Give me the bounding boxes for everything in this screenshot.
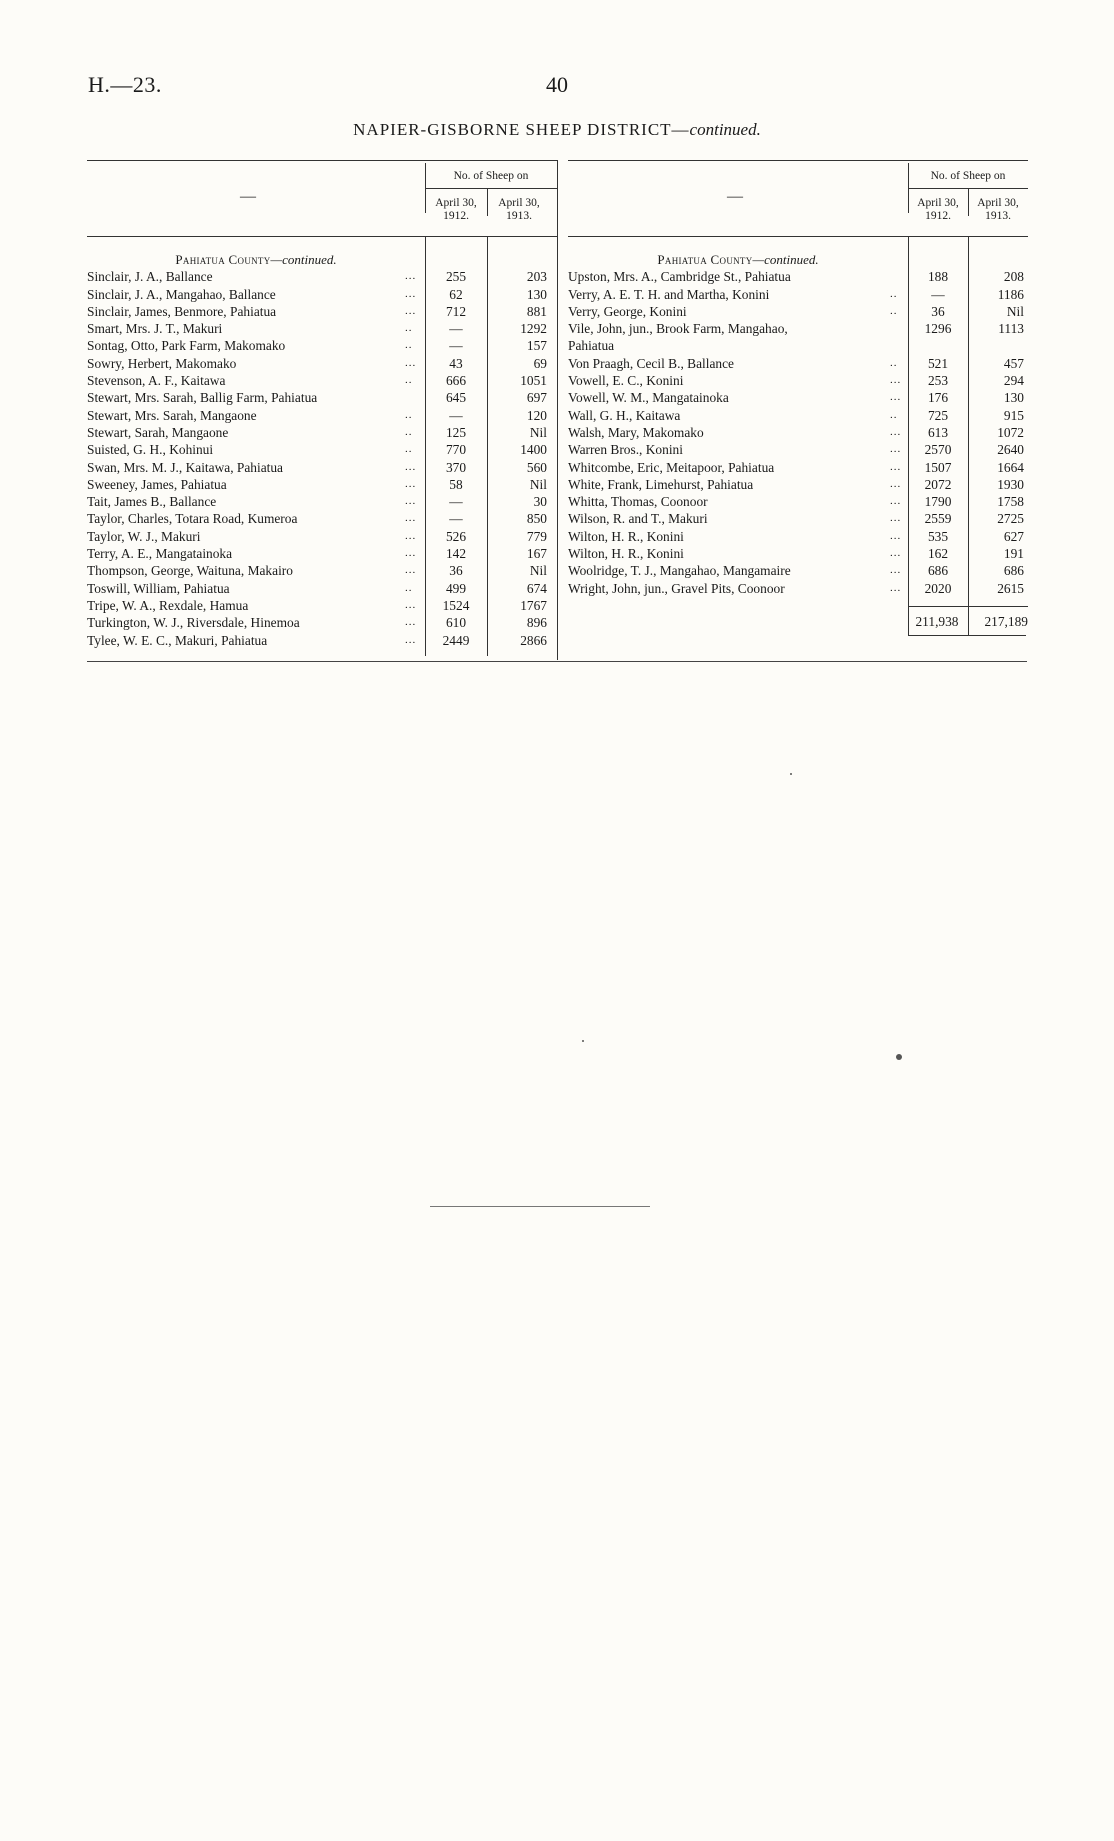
holder-name: Whitta, Thomas, Coonoor <box>568 494 708 510</box>
leader-dots: ... <box>890 425 902 438</box>
table-row <box>87 510 557 527</box>
header-group: No. of Sheep on <box>930 170 1006 182</box>
holder-name: Suisted, G. H., Kohinui <box>87 442 214 458</box>
county-heading: Pahiatua County—continued. <box>175 252 337 267</box>
sheep-1913: 1767 <box>520 597 547 613</box>
header-bottom-rule <box>568 236 1028 237</box>
table-row <box>568 268 1028 285</box>
holder-name: Wright, John, jun., Gravel Pits, Coonoor <box>568 580 785 596</box>
holder-name: Pahiatua <box>568 338 615 354</box>
sheep-1913: 2866 <box>520 632 547 648</box>
table-row <box>87 493 557 510</box>
leader-dots: ... <box>890 581 902 594</box>
column-dash: — <box>240 188 256 205</box>
leader-dots: ... <box>890 495 902 508</box>
holder-name: Tylee, W. E. C., Makuri, Pahiatua <box>87 632 268 648</box>
holder-name: Sweeney, James, Pahiatua <box>87 476 227 492</box>
right-table <box>568 160 1028 660</box>
leader-dots: ... <box>890 529 902 542</box>
sheep-1913: 686 <box>1003 563 1024 579</box>
table-row <box>87 528 557 545</box>
sheep-1912: 725 <box>927 407 949 423</box>
sheep-1912: 43 <box>449 355 463 371</box>
table-row <box>87 286 557 303</box>
sheep-1913: 69 <box>533 355 547 371</box>
table-row <box>568 337 1028 354</box>
sheep-1913: 881 <box>526 303 547 319</box>
report-code: H.—23. <box>88 72 162 97</box>
leader-dots: ... <box>890 512 902 525</box>
sheep-1913: 30 <box>533 494 547 510</box>
table-row <box>568 459 1028 476</box>
holder-name: Turkington, W. J., Riversdale, Hinemoa <box>87 615 300 631</box>
holder-name: Terry, A. E., Mangatainoka <box>87 546 233 562</box>
leader-dots: ... <box>405 512 417 525</box>
leader-dots: .. <box>890 304 898 317</box>
holder-name: Woolridge, T. J., Mangahao, Mangamaire <box>568 563 791 579</box>
leader-dots: ... <box>890 547 902 560</box>
totals-spacer <box>568 597 1028 613</box>
holder-name: Sinclair, James, Benmore, Pahiatua <box>87 303 277 319</box>
sheep-1912: — <box>449 321 463 337</box>
totals-row <box>568 613 1028 630</box>
table-row <box>568 562 1028 579</box>
holder-name: Von Praagh, Cecil B., Ballance <box>568 355 734 371</box>
header-1913: April 30, 1913. <box>977 197 1019 222</box>
sheep-1913: 130 <box>1003 390 1024 406</box>
sheep-1913: 1400 <box>520 442 547 458</box>
holder-name: Tripe, W. A., Rexdale, Hamua <box>87 597 249 613</box>
table-row <box>568 320 1028 337</box>
sheep-1913: 1072 <box>997 424 1024 440</box>
sheep-1912: 62 <box>449 286 463 302</box>
table-row <box>87 320 557 337</box>
holder-name: Vowell, W. M., Mangatainoka <box>568 390 729 406</box>
holder-name: Toswill, William, Pahiatua <box>87 580 230 596</box>
leader-dots: ... <box>890 564 902 577</box>
sheep-1912: 2020 <box>924 580 952 596</box>
sheep-1913: 167 <box>526 546 547 562</box>
sheep-1913: 1664 <box>997 459 1024 475</box>
table-row <box>568 407 1028 424</box>
total-1913: 217,189 <box>984 613 1028 629</box>
sheep-1912: 535 <box>927 528 949 544</box>
sheep-1912: 125 <box>445 424 467 440</box>
table-row <box>568 286 1028 303</box>
holder-name: Whitcombe, Eric, Meitapoor, Pahiatua <box>568 459 775 475</box>
header-1913: April 30, 1913. <box>498 197 540 222</box>
holder-name: Thompson, George, Waituna, Makairo <box>87 563 293 579</box>
sheep-1912: 370 <box>445 459 467 475</box>
leader-dots: ... <box>405 495 417 508</box>
holder-name: Taylor, W. J., Makuri <box>87 528 201 544</box>
leader-dots: ... <box>405 564 417 577</box>
sheep-1912: 58 <box>449 476 463 492</box>
holder-name: Verry, George, Konini <box>568 303 687 319</box>
sheep-1913: 120 <box>526 407 547 423</box>
leader-dots: ... <box>890 374 902 387</box>
holder-name: Upston, Mrs. A., Cambridge St., Pahiatua <box>568 269 791 285</box>
table-row <box>568 580 1028 597</box>
sheep-1912: 253 <box>927 373 949 389</box>
table-top-rule <box>87 160 557 161</box>
holder-name: Stewart, Mrs. Sarah, Mangaone <box>87 407 257 423</box>
leader-dots: .. <box>405 425 413 438</box>
total-1912: 211,938 <box>915 613 959 629</box>
leader-dots: ... <box>890 391 902 404</box>
sheep-1913: Nil <box>529 424 547 440</box>
sheep-1912: 255 <box>445 269 467 285</box>
sheep-1913: 2640 <box>997 442 1024 458</box>
totals-rule <box>908 606 1028 607</box>
sheep-1912: 645 <box>445 390 467 406</box>
end-rule <box>430 1206 650 1207</box>
holder-name: Stewart, Mrs. Sarah, Ballig Farm, Pahiatua <box>87 390 318 406</box>
sheep-1912: — <box>449 494 463 510</box>
table-row <box>87 268 557 285</box>
leader-dots: ... <box>405 547 417 560</box>
sheep-1912: 142 <box>445 546 467 562</box>
table-row <box>87 614 557 631</box>
table-top-rule <box>568 160 1028 161</box>
center-divider <box>557 160 558 660</box>
holder-name: Vile, John, jun., Brook Farm, Mangahao, <box>568 321 788 337</box>
table-row <box>87 580 557 597</box>
sheep-1912: — <box>449 511 463 527</box>
leader-dots: ... <box>405 616 417 629</box>
header-rule <box>425 188 557 189</box>
sheep-1913: 1113 <box>998 321 1024 337</box>
sheep-1912: 770 <box>445 442 467 458</box>
leader-dots: .. <box>890 287 898 300</box>
table-row <box>568 528 1028 545</box>
sheep-1912: 666 <box>445 373 467 389</box>
table-row <box>87 476 557 493</box>
holder-name: Wilson, R. and T., Makuri <box>568 511 708 527</box>
sheep-1912: 162 <box>927 546 949 562</box>
table-row <box>87 407 557 424</box>
sheep-1913: 203 <box>526 269 547 285</box>
table-row <box>87 459 557 476</box>
leader-dots: .. <box>405 322 413 335</box>
header-1912: April 30, 1912. <box>435 197 477 222</box>
leader-dots: ... <box>405 356 417 369</box>
sheep-1912: 2559 <box>924 511 952 527</box>
leader-dots: ... <box>890 443 902 456</box>
leader-dots: ... <box>405 633 417 646</box>
page-title <box>0 120 1114 140</box>
print-speck <box>790 773 792 775</box>
sheep-1913: Nil <box>1006 303 1024 319</box>
holder-name: Wilton, H. R., Konini <box>568 528 684 544</box>
sheep-1912: 1507 <box>924 459 952 475</box>
sheep-1912: — <box>931 286 945 302</box>
holder-name: Stevenson, A. F., Kaitawa <box>87 373 226 389</box>
leader-dots: ... <box>405 598 417 611</box>
table-row <box>568 441 1028 458</box>
sheep-1913: 157 <box>526 338 547 354</box>
sheep-1913: 1051 <box>520 373 547 389</box>
sheep-1913: 779 <box>526 528 547 544</box>
sheep-1913: 1758 <box>997 494 1024 510</box>
sheep-1913: 915 <box>1003 407 1024 423</box>
sheep-1913: 2725 <box>997 511 1024 527</box>
leader-dots: .. <box>890 408 898 421</box>
print-speck <box>582 1040 584 1042</box>
holder-name: Walsh, Mary, Makomako <box>568 424 704 440</box>
column-dash: — <box>727 188 743 205</box>
leader-dots: ... <box>405 477 417 490</box>
sheep-1912: 176 <box>927 390 949 406</box>
holder-name: Sontag, Otto, Park Farm, Makomako <box>87 338 286 354</box>
sheep-1912: 2449 <box>442 632 470 648</box>
leader-dots: ... <box>890 477 902 490</box>
holder-name: Sowry, Herbert, Makomako <box>87 355 237 371</box>
sheep-1913: 457 <box>1003 355 1024 371</box>
title-suffix: continued. <box>689 120 761 139</box>
holder-name: Wall, G. H., Kaitawa <box>568 407 681 423</box>
table-row <box>87 424 557 441</box>
table-row <box>87 632 557 649</box>
sheep-1912: 188 <box>927 269 949 285</box>
table-row <box>87 562 557 579</box>
sheep-1912: 526 <box>445 528 467 544</box>
leader-dots: ... <box>405 304 417 317</box>
leader-dots: ... <box>405 460 417 473</box>
leader-dots: .. <box>405 408 413 421</box>
sheep-1913: 294 <box>1003 373 1024 389</box>
title-main: NAPIER-GISBORNE SHEEP DISTRICT— <box>353 120 690 139</box>
holder-name: Stewart, Sarah, Mangaone <box>87 424 229 440</box>
table-row <box>568 389 1028 406</box>
sheep-1913: 1186 <box>997 286 1024 302</box>
header-1912: April 30, 1912. <box>917 197 959 222</box>
sheep-1912: 36 <box>449 563 463 579</box>
table-row <box>568 476 1028 493</box>
sheep-1912: 686 <box>927 563 949 579</box>
sheep-1912: 1790 <box>924 494 952 510</box>
leader-dots: ... <box>890 460 902 473</box>
table-row <box>568 355 1028 372</box>
leader-dots: .. <box>890 356 898 369</box>
sheep-1913: 2615 <box>997 580 1024 596</box>
sheep-1912: 2072 <box>924 476 952 492</box>
leader-dots: .. <box>405 443 413 456</box>
holder-name: Sinclair, J. A., Ballance <box>87 269 213 285</box>
table-row <box>568 424 1028 441</box>
sheep-1912: 1296 <box>924 321 952 337</box>
holder-name: Smart, Mrs. J. T., Makuri <box>87 321 223 337</box>
table-row <box>87 355 557 372</box>
table-row <box>568 545 1028 562</box>
header-group: No. of Sheep on <box>453 170 529 182</box>
sheep-1913: 560 <box>526 459 547 475</box>
county-heading: Pahiatua County—continued. <box>657 252 819 267</box>
leader-dots: ... <box>405 529 417 542</box>
holder-name: White, Frank, Limehurst, Pahiatua <box>568 476 754 492</box>
leader-dots: ... <box>405 270 417 283</box>
holder-name: Tait, James B., Ballance <box>87 494 217 510</box>
holder-name: Wilton, H. R., Konini <box>568 546 684 562</box>
sheep-1912: — <box>449 407 463 423</box>
page-number: 40 <box>546 72 568 97</box>
table-row <box>87 441 557 458</box>
sheep-1913: 896 <box>526 615 547 631</box>
sheep-1912: 712 <box>445 303 467 319</box>
table-row <box>87 389 557 406</box>
sheep-1913: Nil <box>529 476 547 492</box>
sheep-1912: 610 <box>445 615 467 631</box>
sheep-1913: 850 <box>526 511 547 527</box>
leader-dots: .. <box>405 374 413 387</box>
table-row <box>87 337 557 354</box>
sheep-1912: 499 <box>445 580 467 596</box>
sheep-1912: — <box>449 338 463 354</box>
sheep-1913: Nil <box>529 563 547 579</box>
holder-name: Warren Bros., Konini <box>568 442 683 458</box>
leader-dots: .. <box>405 339 413 352</box>
sheep-1912: 1524 <box>442 597 470 613</box>
sheep-1913: 130 <box>526 286 547 302</box>
holder-name: Swan, Mrs. M. J., Kaitawa, Pahiatua <box>87 459 283 475</box>
holder-name: Verry, A. E. T. H. and Martha, Konini <box>568 286 770 302</box>
print-speck <box>896 1054 902 1060</box>
table-row <box>568 303 1028 320</box>
holder-name: Taylor, Charles, Totara Road, Kumeroa <box>87 511 298 527</box>
holder-name: Sinclair, J. A., Mangahao, Ballance <box>87 286 276 302</box>
table-row <box>87 597 557 614</box>
sheep-1912: 36 <box>931 303 945 319</box>
sheep-1913: 1930 <box>997 476 1024 492</box>
table-row <box>87 545 557 562</box>
leader-dots: .. <box>405 581 413 594</box>
sheep-1913: 674 <box>526 580 547 596</box>
sheep-1913: 1292 <box>520 321 547 337</box>
leader-dots: ... <box>405 287 417 300</box>
sheep-1913: 627 <box>1003 528 1024 544</box>
sheep-1912: 521 <box>927 355 949 371</box>
totals-underline <box>908 635 1026 636</box>
sheep-1912: 613 <box>927 424 949 440</box>
left-table <box>87 160 557 660</box>
table-row <box>568 372 1028 389</box>
table-row <box>568 510 1028 527</box>
table-row <box>568 493 1028 510</box>
sheep-1913: 697 <box>526 390 547 406</box>
table-bottom-rule <box>87 661 1027 662</box>
sheep-1913: 208 <box>1003 269 1024 285</box>
sheep-1913: 191 <box>1003 546 1024 562</box>
table-row <box>87 372 557 389</box>
sheep-1912: 2570 <box>924 442 952 458</box>
table-row <box>87 303 557 320</box>
holder-name: Vowell, E. C., Konini <box>568 373 684 389</box>
